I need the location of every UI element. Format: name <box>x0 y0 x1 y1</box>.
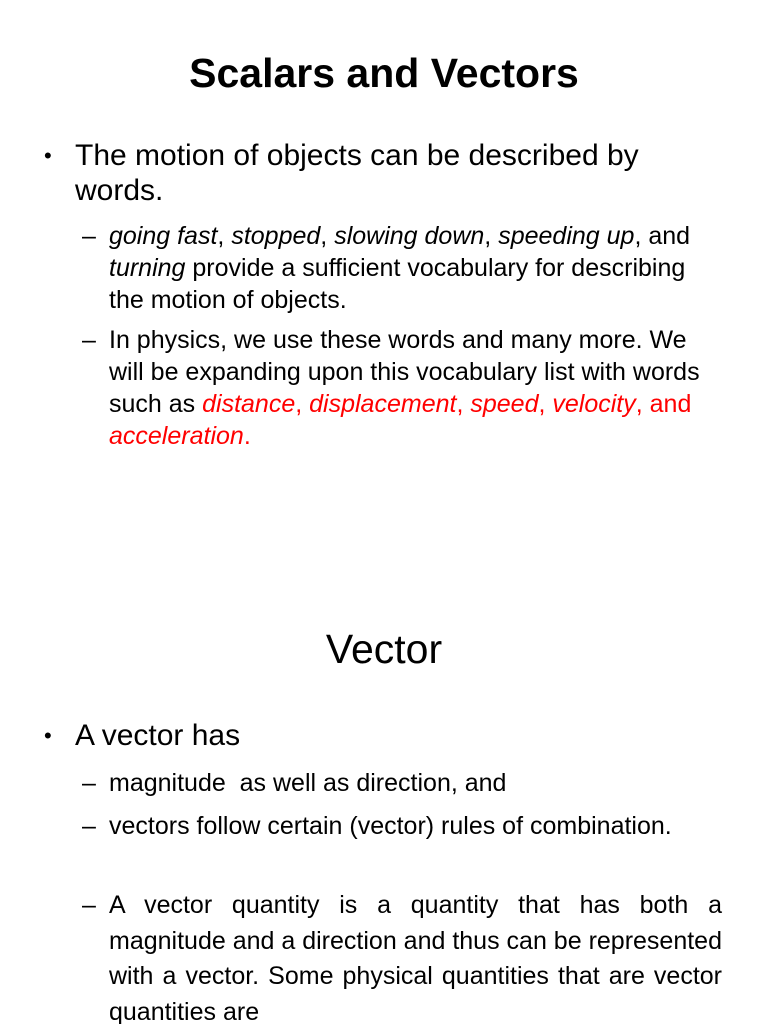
term-slowing-down: slowing down <box>334 222 485 250</box>
term-distance: distance <box>202 390 296 418</box>
separator: , <box>295 390 310 418</box>
term-velocity: velocity <box>552 390 636 418</box>
term-speed: speed <box>470 390 539 418</box>
separator: , <box>217 222 232 250</box>
dash-marker: – <box>82 222 96 250</box>
sub-bullet-text <box>109 220 722 316</box>
slide-title: Vector <box>325 626 443 672</box>
sub-bullet-text <box>109 324 722 452</box>
bullet-marker: • <box>44 143 52 168</box>
sub-bullet-item <box>82 766 722 801</box>
term-turning: turning <box>109 254 186 282</box>
dash-marker: – <box>82 326 96 354</box>
separator: , and <box>635 390 692 418</box>
sub-bullet-item <box>82 888 722 1024</box>
term-stopped: stopped <box>231 222 321 250</box>
dash-marker: – <box>82 891 96 919</box>
separator: , <box>320 222 335 250</box>
separator: . <box>243 422 251 450</box>
sub-bullet-lead: In physics, we use these words and many more. We will be expanding upon this vocabulary list with words such as <box>109 326 700 418</box>
bullet-marker: • <box>44 723 52 748</box>
dash-marker: – <box>82 812 96 840</box>
term-speeding-up: speeding up <box>498 222 635 250</box>
separator: , <box>538 390 553 418</box>
separator: , <box>484 222 499 250</box>
sub-bullet-text: vectors follow certain (vector) rules of combination. <box>109 812 672 840</box>
sub-bullet-text: magnitude as well as direction, and <box>109 769 507 797</box>
bullet-text: A vector has <box>75 719 241 752</box>
slide-title: Scalars and Vectors <box>189 50 579 96</box>
separator: , and <box>634 222 691 250</box>
separator: , <box>456 390 471 418</box>
sub-bullet-item <box>82 809 722 844</box>
sub-bullet-text: A vector quantity is a quantity that has both a magnitude and a direction and thus can be represented with a vector. Some physical quantities that are vector quantities are <box>109 891 722 1024</box>
dash-marker: – <box>82 769 96 797</box>
bullet-item <box>44 138 728 208</box>
term-acceleration: acceleration <box>109 422 244 450</box>
slide-vector <box>0 600 768 1024</box>
sub-bullet-item <box>82 324 722 452</box>
sub-bullet-rest: provide a sufficient vocabulary for describing the motion of objects. <box>109 254 686 314</box>
term-going-fast: going fast <box>109 222 218 250</box>
term-displacement: displacement <box>309 390 457 418</box>
sub-bullet-item <box>82 220 722 316</box>
bullet-item <box>44 718 728 753</box>
bullet-text: The motion of objects can be described by words. <box>75 139 639 207</box>
